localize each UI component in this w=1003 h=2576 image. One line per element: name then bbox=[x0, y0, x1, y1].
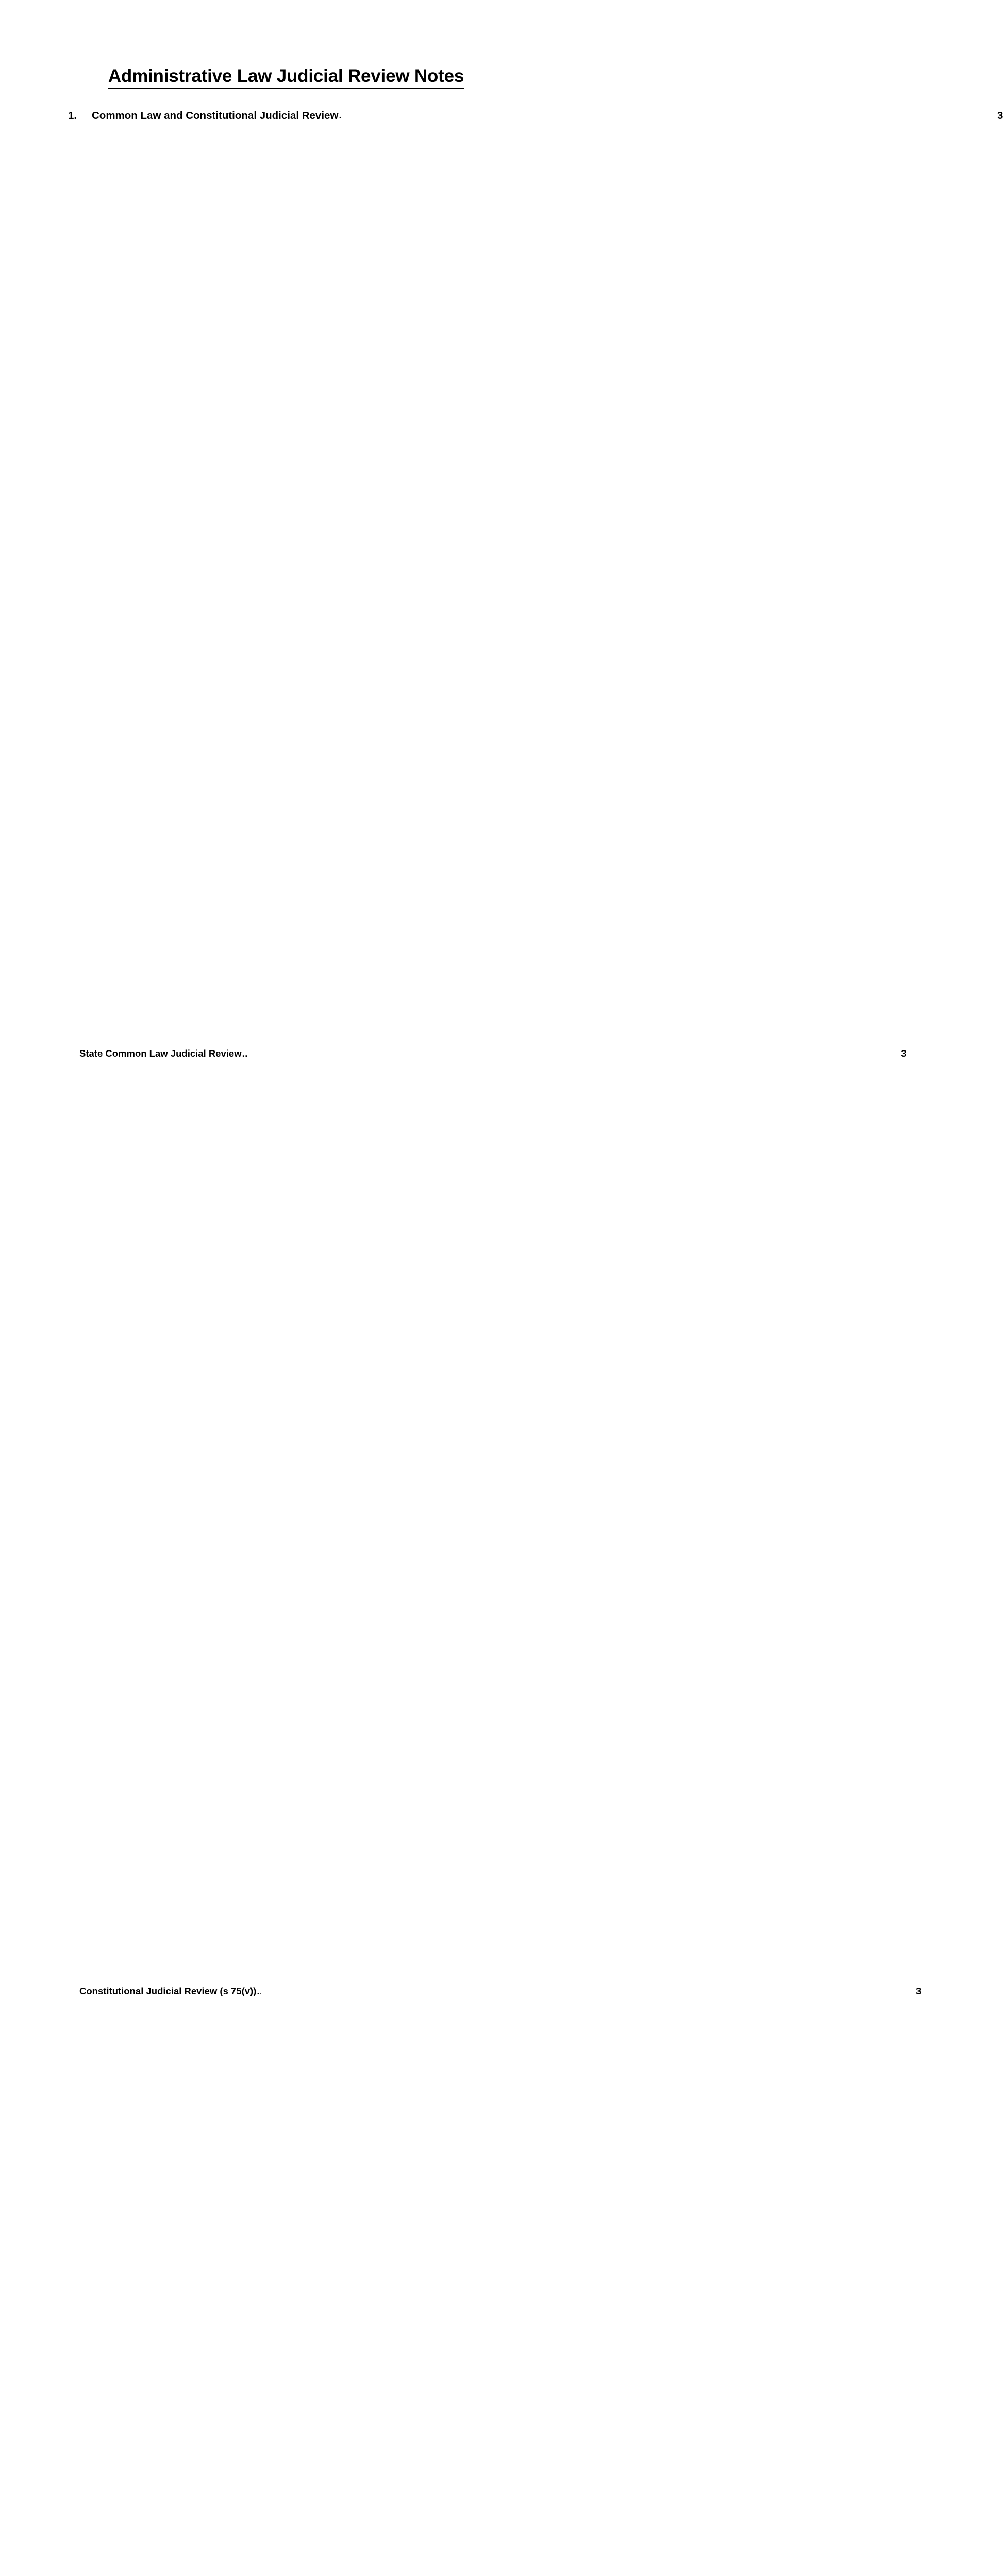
table-of-contents bbox=[68, 104, 1003, 2576]
page-content bbox=[68, 66, 1003, 2576]
toc-entry-level-2[interactable] bbox=[68, 1984, 922, 2576]
toc-entry-label: Common Law and Constitutional Judicial Review bbox=[92, 110, 339, 122]
toc-entry-number: 1. bbox=[68, 110, 77, 122]
toc-entry-level-2[interactable] bbox=[68, 1046, 907, 1984]
toc-entry-level-1[interactable] bbox=[68, 104, 1003, 1046]
toc-leader-dots bbox=[339, 110, 343, 121]
toc-entry-page-number: 3 bbox=[261, 1987, 921, 2576]
page-title bbox=[68, 66, 504, 89]
toc-entry-page-number: 3 bbox=[247, 1049, 907, 1982]
toc-leader-dots bbox=[257, 1987, 261, 1996]
toc-entry-page-number: 3 bbox=[343, 111, 1003, 1044]
toc-entry-label: Constitutional Judicial Review (s 75(v)) bbox=[79, 1986, 257, 1997]
page-title-text: Administrative Law Judicial Review Notes bbox=[108, 66, 464, 89]
toc-leader-dots bbox=[242, 1049, 246, 1059]
toc-entry-label: State Common Law Judicial Review bbox=[79, 1048, 242, 1059]
